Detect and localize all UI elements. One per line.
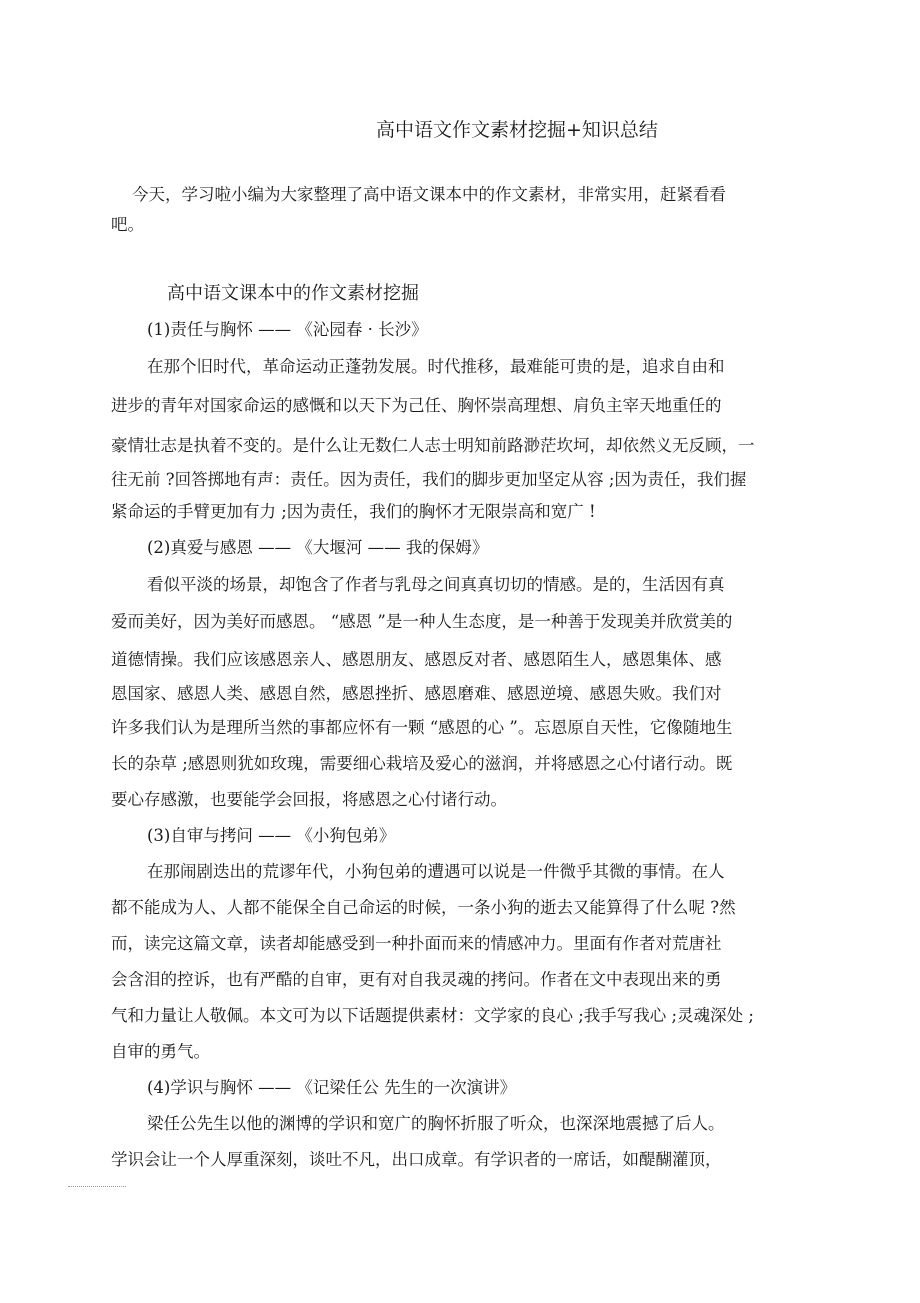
item-2-line-2: 爱而美好，因为美好而感恩。 “感恩 ”是一种人生态度，是一种善于发现美并欣赏美的 (111, 612, 733, 631)
item-1-heading: (1)责任与胸怀 —— 《沁园春 · 长沙》 (147, 320, 428, 339)
item-1-line-5: 紧命运的手臂更加有力 ;因为责任，我们的胸怀才无限崇高和宽广 ! (111, 502, 596, 521)
item-3-line-5: 气和力量让人敬佩。本文可为以下话题提供素材：文学家的良心 ;我手写我心 ;灵魂深处 ; (111, 1006, 754, 1025)
item-4-heading: (4)学识与胸怀 —— 《记梁任公 先生的一次演讲》 (147, 1078, 517, 1097)
intro-line-1: 今天，学习啦小编为大家整理了高中语文课本中的作文素材，非常实用，赶紧看看 (132, 185, 726, 204)
document-title: 高中语文作文素材挖掘+知识总结 (376, 119, 658, 141)
item-2-line-7: 要心存感激，也要能学会回报，将感恩之心付诸行动。 (111, 790, 507, 809)
item-3-heading: (3)自审与拷问 —— 《小狗包弟》 (147, 826, 396, 845)
footer-divider (68, 1186, 126, 1187)
item-4-line-1: 梁任公先生以他的渊博的学识和宽广的胸怀折服了听众，也深深地震撼了后人。 (147, 1114, 725, 1133)
intro-line-2: 吧。 (111, 215, 144, 234)
item-2-line-5: 许多我们认为是理所当然的事都应怀有一颗 “感恩的心 ”。忘恩原自天性，它像随地生 (111, 718, 733, 737)
item-1-line-4: 往无前 ?回答掷地有声：责任。因为责任，我们的脚步更加坚定从容 ;因为责任，我们握 (111, 470, 747, 489)
item-2-line-4: 恩国家、感恩人类、感恩自然，感恩挫折、感恩磨难、感恩逆境、感恩失败。我们对 (111, 684, 722, 703)
item-1-line-1: 在那个旧时代，革命运动正蓬勃发展。时代推移，最难能可贵的是，追求自由和 (147, 357, 725, 376)
item-3-line-3: 而，读完这篇文章，读者却能感受到一种扑面而来的情感冲力。里面有作者对荒唐社 (111, 934, 722, 953)
item-3-line-1: 在那闹剧迭出的荒谬年代，小狗包弟的遭遇可以说是一件微乎其微的事情。在人 (147, 862, 725, 881)
item-2-line-6: 长的杂草 ;感恩则犹如玫瑰，需要细心栽培及爱心的滋润，并将感恩之心付诸行动。既 (111, 754, 733, 773)
item-4-line-2: 学识会让一个人厚重深刻，谈吐不凡，出口成章。有学识者的一席话，如醍醐灌顶， (111, 1150, 722, 1169)
item-2-line-1: 看似平淡的场景，却饱含了作者与乳母之间真真切切的情感。是的，生活因有真 (147, 575, 725, 594)
section-heading: 高中语文课本中的作文素材挖掘 (167, 283, 419, 304)
item-2-heading: (2)真爱与感恩 —— 《大堰河 —— 我的保姆》 (147, 538, 489, 557)
item-1-line-3: 豪情壮志是执着不变的。是什么让无数仁人志士明知前路渺茫坎坷，却依然义无反顾，一 (111, 436, 755, 455)
item-3-line-2: 都不能成为人、人都不能保全自己命运的时候，一条小狗的逝去又能算得了什么呢 ?然 (111, 898, 736, 917)
item-2-line-3: 道德情操。我们应该感恩亲人、感恩朋友、感恩反对者、感恩陌生人，感恩集体、感 (111, 650, 722, 669)
item-1-line-2: 进步的青年对国家命运的感慨和以天下为己任、胸怀崇高理想、肩负主宰天地重任的 (111, 396, 722, 415)
item-3-line-6: 自审的勇气。 (111, 1042, 210, 1061)
item-3-line-4: 会含泪的控诉，也有严酷的自审，更有对自我灵魂的拷问。作者在文中表现出来的勇 (111, 970, 722, 989)
